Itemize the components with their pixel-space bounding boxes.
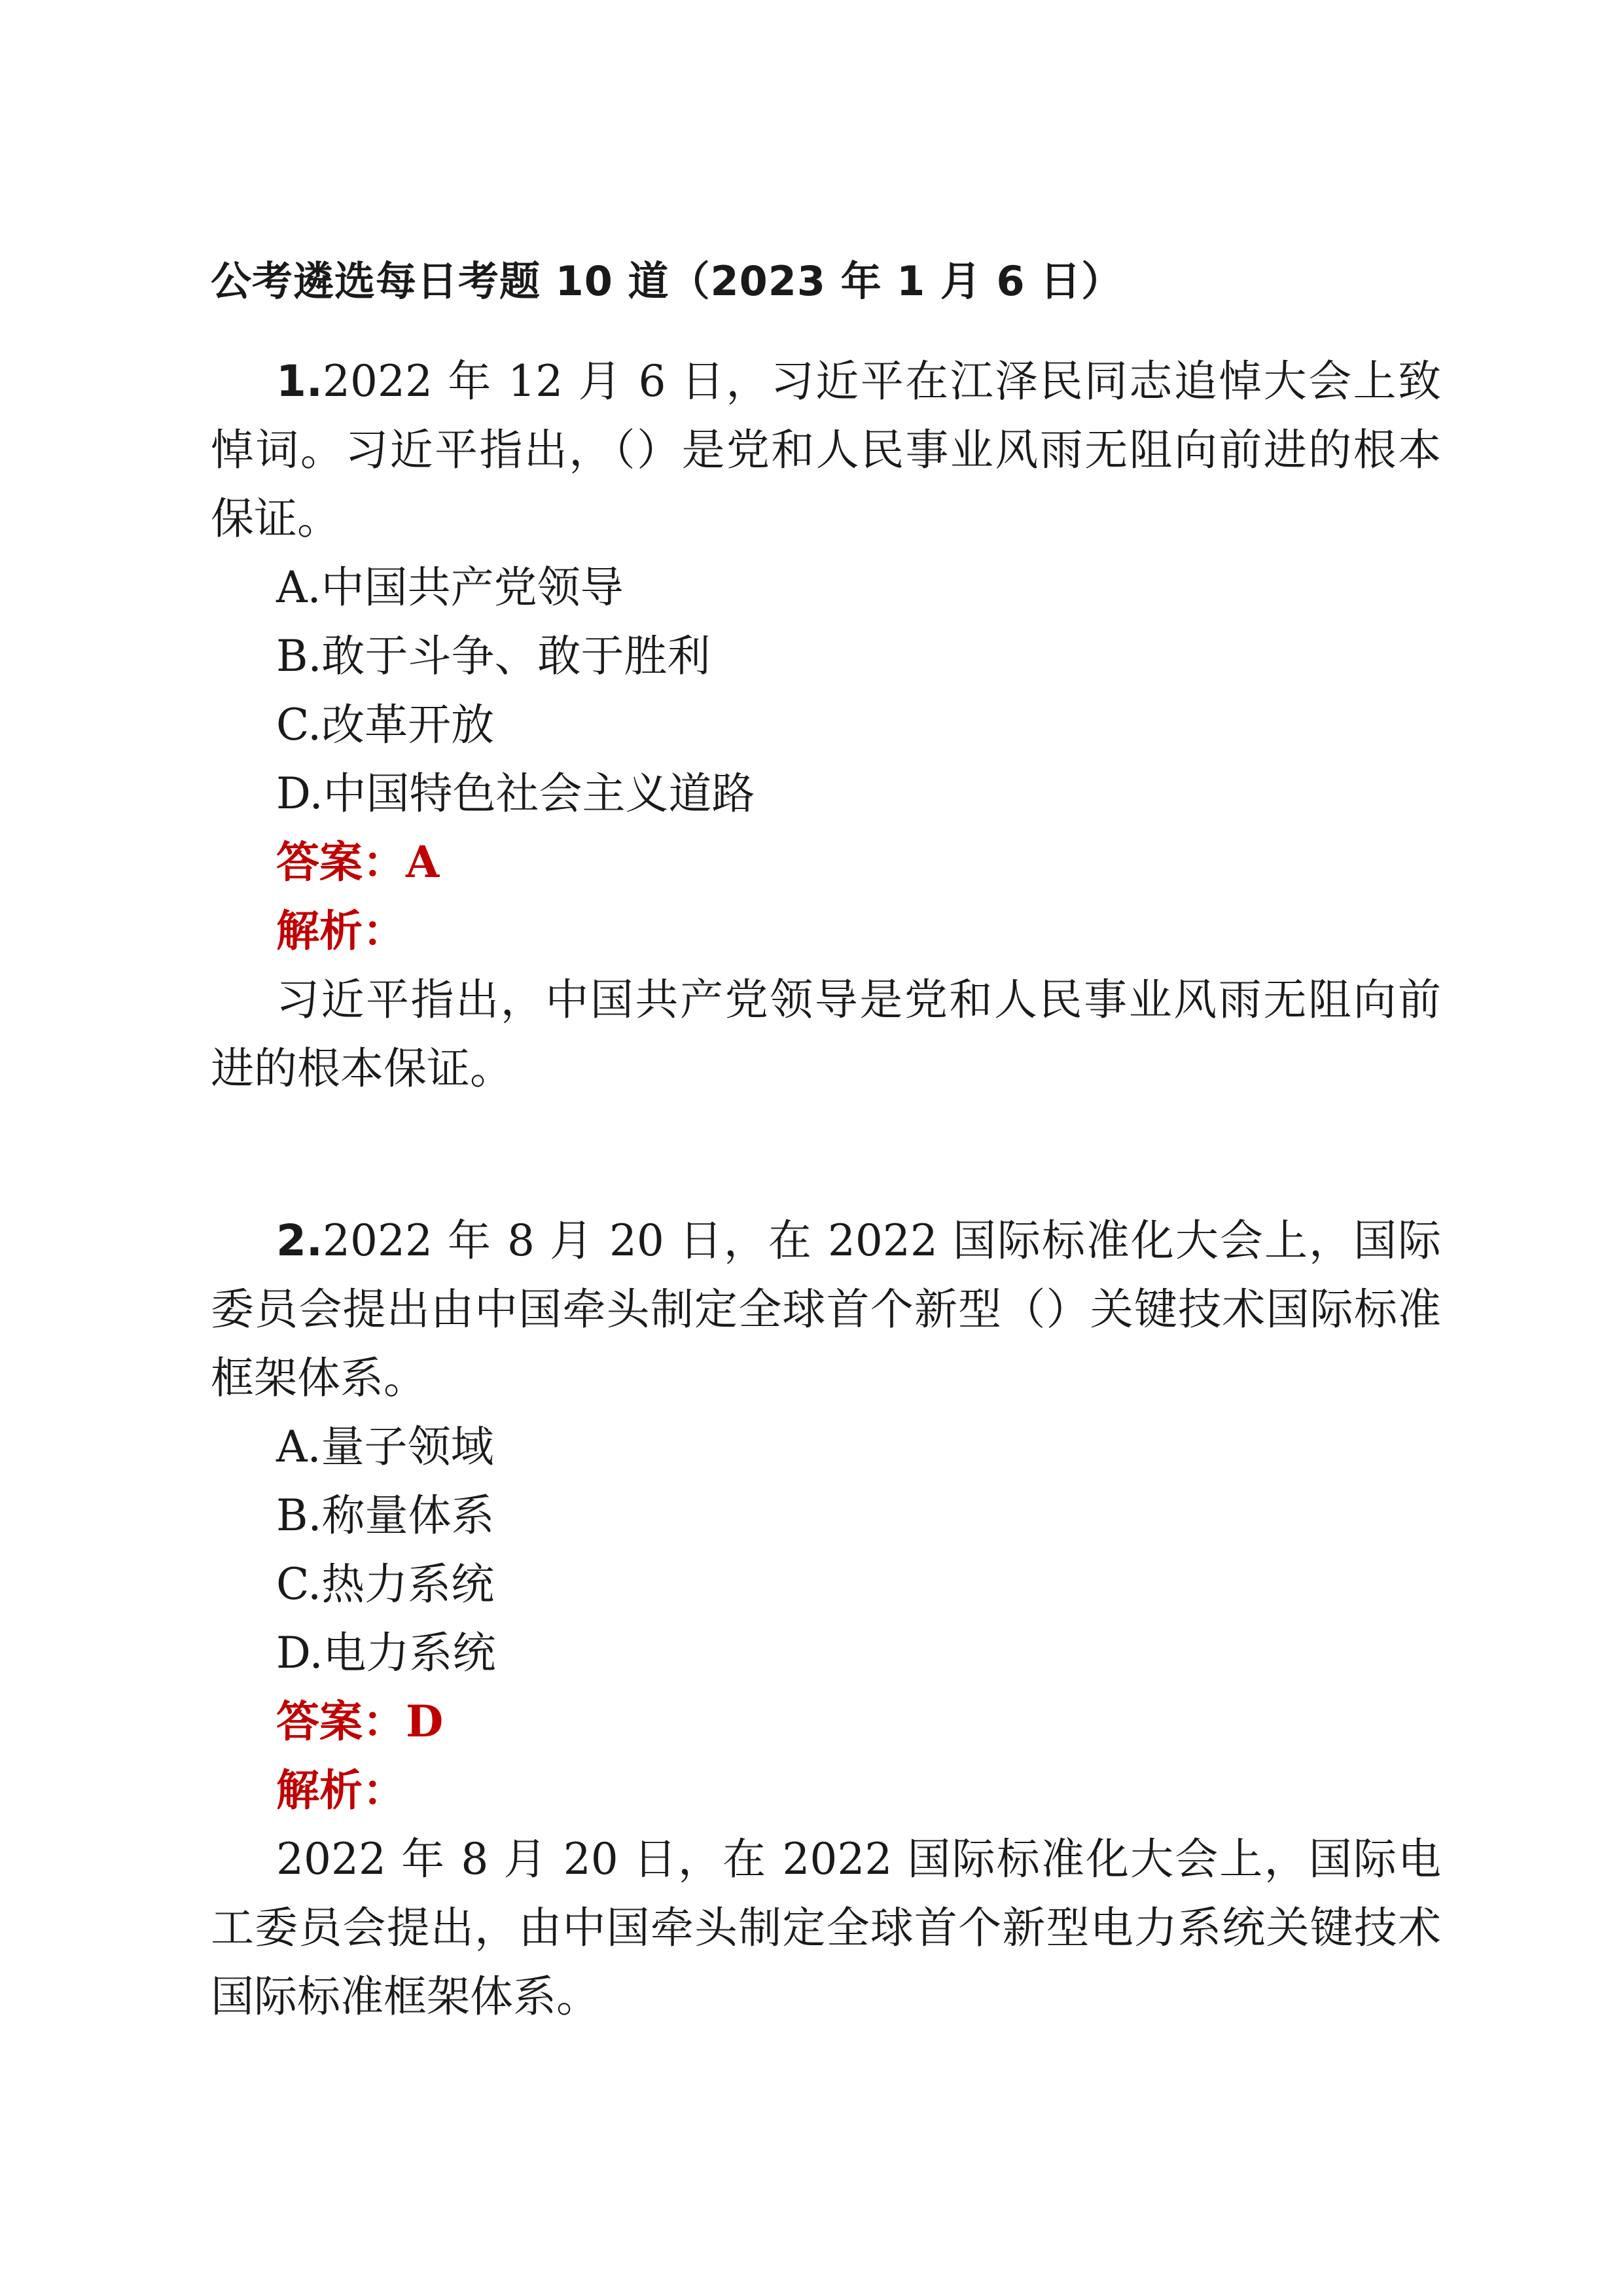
analysis-label: 解析：: [276, 905, 406, 956]
option-a: A.量子领域: [276, 1422, 494, 1472]
analysis-text: 习近平指出，中国共产党领导是党和人民事业风雨无阻向前进的根本保证。: [211, 975, 1441, 1094]
question-stem: [211, 1206, 1441, 1412]
question-text: 2022 年 12 月 6 日，习近平在江泽民同志追悼大会上致悼词。习近平指出，（）是党和人民事业风雨无阻向前进的根本保证。: [211, 356, 1441, 544]
document-title: 公考遴选每日考题 10 道（2023 年 1 月 6 日）: [211, 257, 1123, 305]
question-number: 1.: [276, 356, 323, 406]
answer: 答案：A: [276, 836, 440, 888]
document-page: [211, 249, 1441, 2031]
option-d: D.中国特色社会主义道路: [276, 768, 755, 819]
question-1: [211, 347, 1441, 1103]
question-number: 2.: [276, 1215, 323, 1266]
question-2: [211, 1206, 1441, 2031]
option-d: D.电力系统: [276, 1628, 496, 1678]
option-a: A.中国共产党领导: [276, 562, 624, 613]
answer: 答案：D: [276, 1696, 444, 1747]
option-c: C.改革开放: [276, 700, 495, 750]
analysis-label: 解析：: [276, 1765, 406, 1816]
question-text: 2022 年 8 月 20 日，在 2022 国际标准化大会上，国际委员会提出由中国牵头制定全球首个新型（）关键技术国际标准框架体系。: [211, 1215, 1441, 1403]
question-spacer: [211, 1103, 1441, 1206]
question-stem: [211, 347, 1441, 553]
option-c: C.热力系统: [276, 1559, 495, 1609]
option-b: B.称量体系: [276, 1490, 495, 1541]
analysis-text: 2022 年 8 月 20 日，在 2022 国际标准化大会上，国际电工委员会提出，由中国牵头制定全球首个新型电力系统关键技术国际标准框架体系。: [211, 1834, 1441, 2022]
option-b: B.敢于斗争、敢于胜利: [276, 631, 711, 681]
